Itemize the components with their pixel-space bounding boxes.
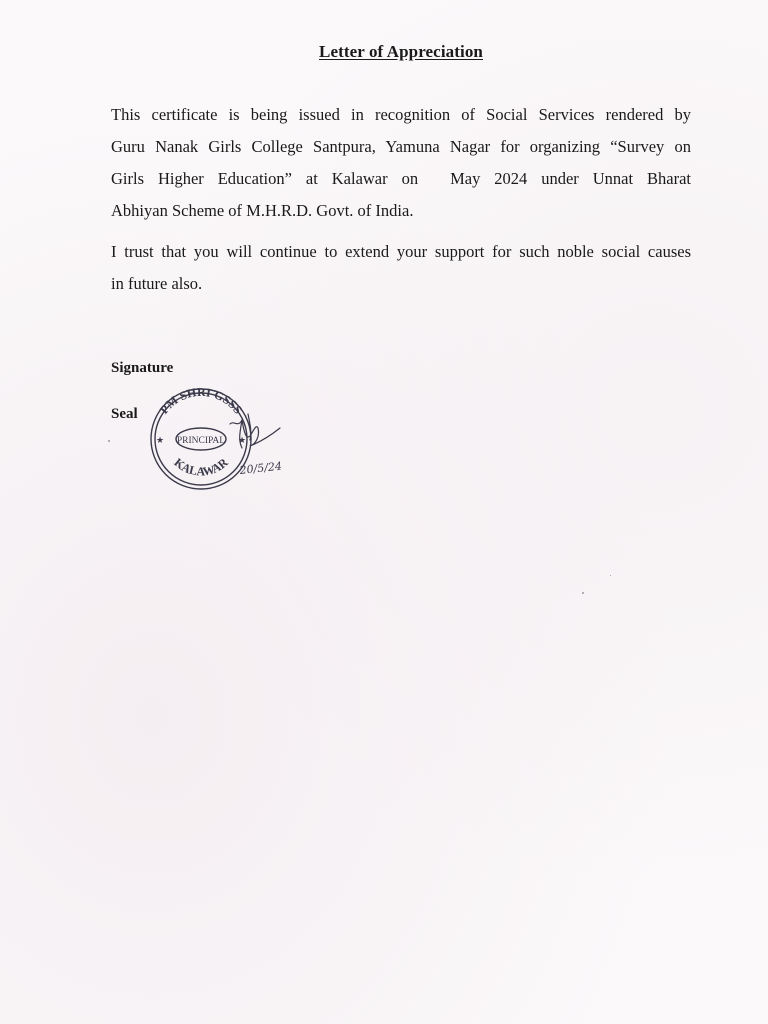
paragraph-recognition [111,99,691,227]
paragraph-line-part: May 2024 under Unnat Bharat [450,169,691,188]
paragraph-line-part: Girls Higher Education” at Kalawar on [111,169,419,188]
paragraph-line [111,163,691,195]
paper-speck [108,440,110,442]
seal-label: Seal [111,406,138,422]
stamp-center-text: PRINCIPAL [176,436,226,446]
letter-title: Letter of Appreciation [319,42,483,61]
paper-speck [610,575,611,576]
paragraph-line: in future also. [111,274,203,293]
paragraph-trust [111,236,691,300]
paper-speck [582,592,584,594]
paragraph-line: Abhiyan Scheme of M.H.R.D. Govt. of India. [111,201,414,220]
signature-label: Signature [111,360,174,376]
paragraph-line: Guru Nanak Girls College Santpura, Yamuna Nagar for organizing “Survey on [111,137,691,156]
principal-seal-stamp [138,384,288,494]
star-icon: ★ [238,435,247,445]
stamp-top-text: PM SHRI GSSS [156,384,246,417]
paragraph-line: I trust that you will continue to extend your support for such noble social causes [111,242,691,261]
stamp-bottom-text: KALAWAR [171,455,231,479]
paragraph-line: This certificate is being issued in recognition of Social Services rendered by [111,105,691,124]
handwritten-date: 20/5/24 [238,459,283,477]
star-icon: ★ [156,435,165,445]
